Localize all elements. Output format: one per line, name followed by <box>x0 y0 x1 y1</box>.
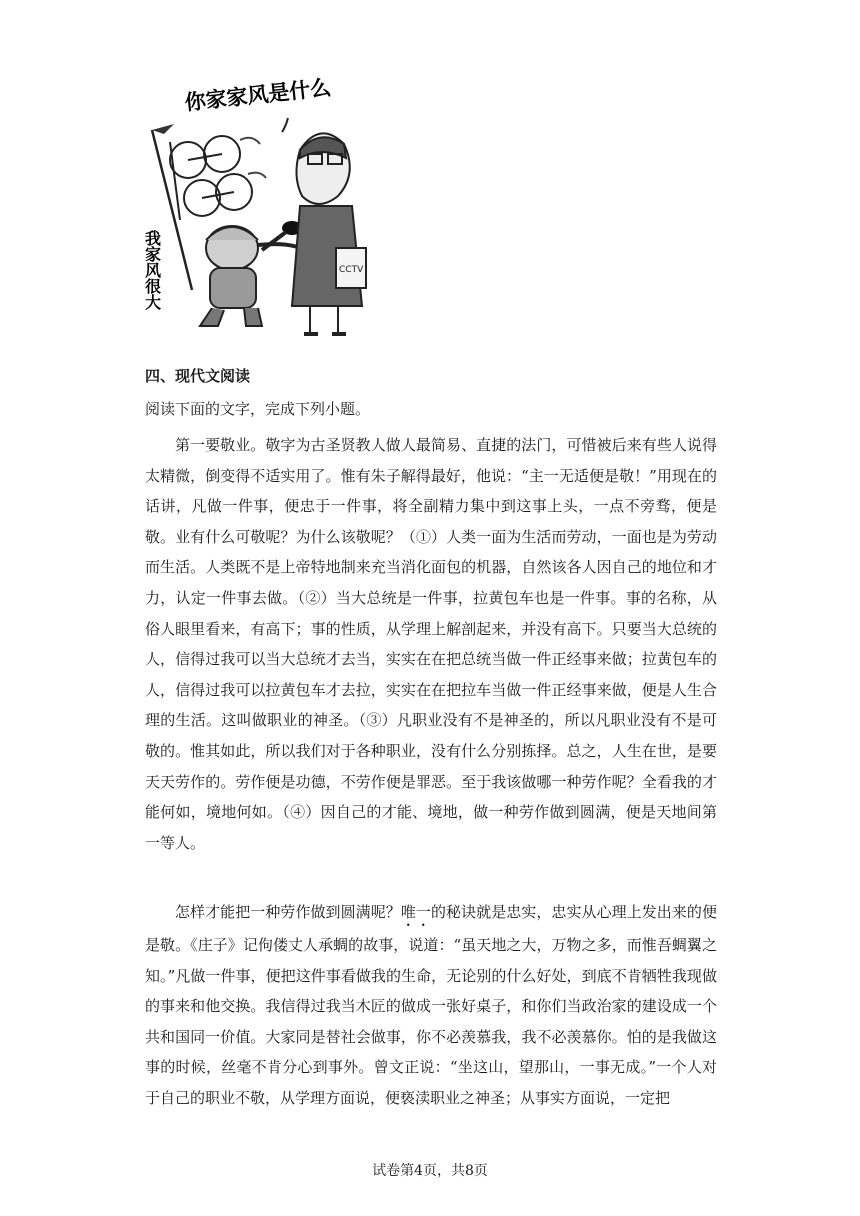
page-footer: 试卷第4页，共8页 <box>372 1163 488 1179</box>
reading-instruction: 阅读下面的文字，完成下列小题。 <box>145 400 371 418</box>
emphasized-word: 唯一 <box>400 903 431 921</box>
section-title: 四、现代文阅读 <box>145 367 251 385</box>
passage-paragraph: 第一要敬业。敬字为古圣贤教人做人最简易、直捷的法门，可惜被后来有些人说得太精微，倒变得不适实用了。惟有朱子解得最好，他说：“主一无适便是敬！”用现在的话讲，凡做一件事，便忠于一件事，将全副精力集中到这事上头，一点不旁骛，便是敬。业有什么可敬呢？为什么该敬呢？（①）人类一面为生活而劳动，一面也是为劳动而生活。人类既不是上帝特地制来充当消化面包的机器，自然该各人因自己的地位和才力，认定一件事去做。（②）当大总统是一件事，拉黄包车也是一件事。事的名称，从俗人眼里看来，有高下；事的性质，从学理上解剖起来，并没有高下。只要当大总统的人，信得过我可以当大总统才去当，实实在在把总统当做一件正经事来做；拉黄包车的人，信得过我可以拉黄包车才去拉，实实在在把拉车当做一件正经事来做，便是人生合理的生活。这叫做职业的神圣。（③）凡职业没有不是神圣的，所以凡职业没有不是可敬的。惟其如此，所以我们对于各种职业，没有什么分别拣择。总之，人生在世，是要天天劳作的。劳作便是功德，不劳作便是罪恶。至于我该做哪一种劳作呢？全看我的才能何如，境地何如。（④）因自己的才能、境地，做一种劳作做到圆满，便是天地间第一等人。 <box>145 436 717 852</box>
passage-paragraph <box>145 897 717 1114</box>
cartoon-side-text: 我家风很大 <box>142 230 162 310</box>
bicycle-icon <box>170 136 252 220</box>
cartoon-speech-text: 你家家风是什么 <box>183 75 333 115</box>
paragraph-text: 的秘诀就是忠实，忠实从心理上发出来的便是敬。《庄子》记佝偻丈人承蜩的故事，说道：“虽天地之大，万物之多，而惟吾蜩翼之知。”凡做一件事，便把这件事看做我的生命，无论别的什么好处，到底不肯牺牲我现做的事来和他交换。我信得过我当木匠的做成一张好桌子，和你们当政治家的建设成一个共和国同一价值。大家同是替社会做事，你不必羡慕我，我不必羡慕你。怕的是我做这事的时候，丝毫不肯分心到事外。曾文正说：“坐这山，望那山，一事无成。”一个人对于自己的职业不敬，从学理方面说，便亵渎职业之神圣；从事实方面说，一定把 <box>145 903 717 1107</box>
cartoon-illustration <box>140 70 380 340</box>
cctv-bag-label: CCTV <box>339 265 364 275</box>
reporter-figure <box>292 133 366 334</box>
paragraph-text: 怎样才能把一种劳作做到圆满呢？ <box>175 903 401 921</box>
